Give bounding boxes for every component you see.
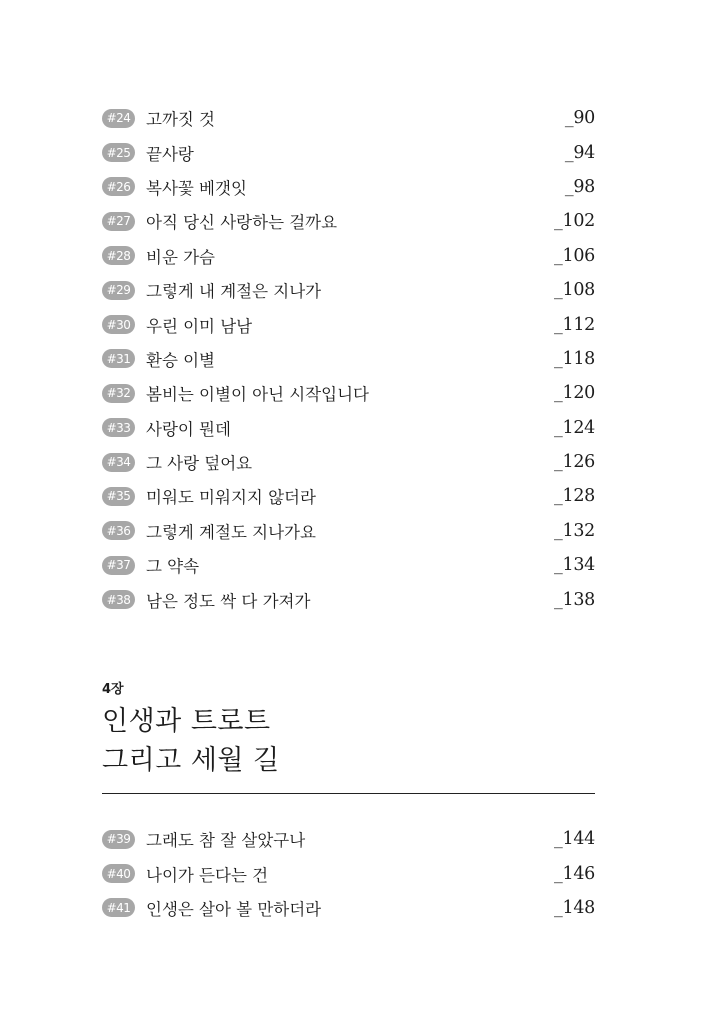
entry-title: 고까짓 것 (146, 110, 216, 130)
entry-page-number: _102 (554, 211, 595, 232)
entry-page-number: _90 (564, 108, 595, 129)
toc-entry[interactable] (102, 307, 595, 341)
entry-page-number: _126 (554, 452, 595, 473)
entry-number-badge: #40 (102, 864, 135, 883)
toc-entry[interactable] (102, 411, 595, 445)
entry-number-badge: #39 (102, 830, 135, 849)
entry-title: 인생은 살아 볼 만하더라 (146, 899, 322, 919)
entry-number-badge: #28 (102, 246, 135, 265)
entry-number-badge: #35 (102, 487, 135, 506)
entry-number-badge: #31 (102, 349, 135, 368)
entry-number-badge: #36 (102, 521, 135, 540)
toc-list-chapter-4 (102, 822, 595, 925)
entry-number-badge: #25 (102, 143, 135, 162)
toc-entry[interactable] (102, 273, 595, 307)
entry-number-badge: #33 (102, 418, 135, 437)
toc-entry[interactable] (102, 376, 595, 410)
chapter-title-line-1: 인생과 트로트 (102, 706, 271, 737)
entry-title: 환승 이별 (146, 350, 216, 370)
toc-entry[interactable] (102, 891, 595, 925)
entry-title: 그 사랑 덮어요 (146, 454, 253, 474)
entry-number-badge: #41 (102, 898, 135, 917)
toc-entry[interactable] (102, 514, 595, 548)
entry-title: 그래도 참 잘 살았구나 (146, 831, 306, 851)
entry-title: 복사꽃 베갯잇 (146, 178, 247, 198)
chapter-title-line-2: 그리고 세월 길 (102, 745, 280, 776)
entry-page-number: _108 (554, 280, 595, 301)
toc-entry[interactable] (102, 548, 595, 582)
toc-entry[interactable] (102, 582, 595, 616)
entry-number-badge: #24 (102, 109, 135, 128)
entry-page-number: _120 (554, 383, 595, 404)
entry-page-number: _118 (554, 348, 595, 369)
entry-page-number: _98 (564, 176, 595, 197)
toc-entry[interactable] (102, 342, 595, 376)
entry-page-number: _128 (554, 486, 595, 507)
entry-title: 나이가 든다는 건 (146, 865, 269, 885)
toc-entry[interactable] (102, 204, 595, 238)
entry-page-number: _112 (554, 314, 595, 335)
entry-number-badge: #26 (102, 177, 135, 196)
entry-title: 아직 당신 사랑하는 걸까요 (146, 213, 338, 233)
entry-page-number: _144 (554, 829, 595, 850)
toc-entry[interactable] (102, 445, 595, 479)
toc-entry[interactable] (102, 479, 595, 513)
entry-title: 그 약속 (146, 557, 200, 577)
toc-list-chapter-3 (102, 101, 595, 617)
entry-number-badge: #27 (102, 212, 135, 231)
entry-page-number: _146 (554, 863, 595, 884)
entry-page-number: _132 (554, 520, 595, 541)
entry-page-number: _124 (554, 417, 595, 438)
entry-page-number: _134 (554, 555, 595, 576)
toc-entry[interactable] (102, 101, 595, 135)
toc-entry[interactable] (102, 135, 595, 169)
entry-page-number: _106 (554, 245, 595, 266)
entry-number-badge: #34 (102, 453, 135, 472)
entry-number-badge: #32 (102, 384, 135, 403)
entry-number-badge: #38 (102, 590, 135, 609)
toc-entry[interactable] (102, 239, 595, 273)
entry-title: 미워도 미워지지 않더라 (146, 488, 316, 508)
chapter-divider (102, 793, 595, 794)
toc-entry[interactable] (102, 856, 595, 890)
entry-title: 사랑이 뭔데 (146, 419, 231, 439)
entry-page-number: _138 (554, 589, 595, 610)
entry-title: 봄비는 이별이 아닌 시작입니다 (146, 385, 369, 405)
entry-number-badge: #29 (102, 281, 135, 300)
entry-title: 끝사랑 (146, 144, 194, 164)
toc-entry[interactable] (102, 170, 595, 204)
entry-title: 비운 가슴 (146, 247, 216, 267)
entry-title: 남은 정도 싹 다 가져가 (146, 591, 311, 611)
entry-page-number: _148 (554, 897, 595, 918)
entry-page-number: _94 (564, 142, 595, 163)
chapter-label: 4장 (102, 682, 124, 697)
entry-number-badge: #30 (102, 315, 135, 334)
entry-title: 그렇게 내 계절은 지나가 (146, 282, 322, 302)
entry-number-badge: #37 (102, 556, 135, 575)
entry-title: 우린 이미 남남 (146, 316, 253, 336)
toc-entry[interactable] (102, 822, 595, 856)
entry-title: 그렇게 계절도 지나가요 (146, 522, 316, 542)
chapter-title (102, 702, 595, 780)
